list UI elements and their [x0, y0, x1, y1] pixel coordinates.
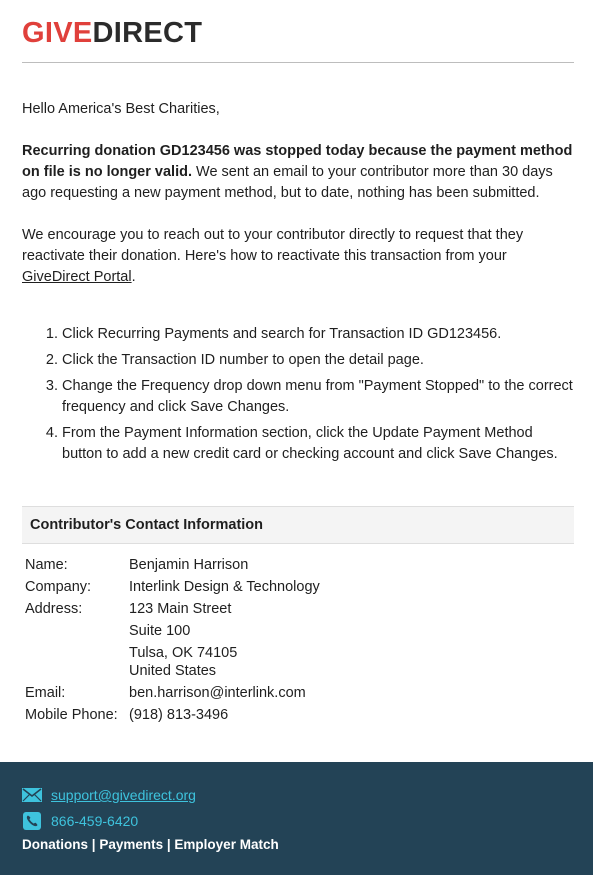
- step-item: 3. Change the Frequency drop down menu from "Payment Stopped" to the correct frequency and click Save Changes.: [62, 376, 574, 418]
- logo-give: GIVE: [22, 17, 93, 49]
- phone-icon: [22, 812, 42, 830]
- name-value: Benjamin Harrison: [129, 557, 249, 573]
- footer-link-employer-match[interactable]: Employer Match: [174, 837, 279, 852]
- address-country: United States: [129, 663, 217, 679]
- paragraph-stopped-bold: Recurring donation GD123456 was stopped today because the payment method on file is no longer valid.: [22, 143, 573, 180]
- address-label: Address:: [25, 601, 83, 617]
- paragraph-stopped: [22, 141, 574, 204]
- logo-direct: DIRECT: [92, 17, 203, 49]
- footer-links: [22, 837, 279, 852]
- paragraph-encourage-text: We encourage you to reach out to your contributor directly to request that they reactivate their donation. Here's how to reactivate this transaction from your: [22, 227, 524, 264]
- footer-separator: |: [166, 837, 171, 852]
- contact-row-phone: [22, 706, 323, 728]
- reactivation-steps: [22, 324, 574, 470]
- givedirect-portal-link[interactable]: GiveDirect Portal: [22, 269, 132, 285]
- address-value: [126, 600, 323, 684]
- message-body: [22, 99, 574, 309]
- footer-phone-row: [22, 812, 138, 830]
- contact-table: [22, 556, 323, 728]
- support-phone[interactable]: 866-459-6420: [51, 813, 139, 829]
- contact-heading: Contributor's Contact Information: [22, 506, 574, 544]
- step-item: 2. Click the Transaction ID number to open the detail page.: [62, 350, 574, 371]
- step-item: 4. From the Payment Information section, click the Update Payment Method button to add a new credit card or checking account and click Save Changes.: [62, 423, 574, 465]
- greeting: Hello America's Best Charities,: [22, 101, 220, 117]
- paragraph-encourage-end: .: [131, 269, 136, 285]
- support-email-link[interactable]: support@givedirect.org: [51, 787, 196, 803]
- phone-label: Mobile Phone:: [25, 707, 118, 723]
- company-value: Interlink Design & Technology: [129, 579, 320, 595]
- address-line-2: Suite 100: [129, 623, 191, 639]
- header-divider: [22, 62, 574, 63]
- contact-row-company: [22, 578, 323, 600]
- footer-link-donations[interactable]: Donations: [22, 837, 88, 852]
- contact-row-name: [22, 556, 323, 578]
- address-line-1: 123 Main Street: [129, 601, 232, 617]
- givedirect-logo: [22, 17, 202, 49]
- name-label: Name:: [25, 557, 68, 573]
- contact-row-address: [22, 600, 323, 684]
- address-city: Tulsa, OK 74105: [129, 645, 238, 661]
- envelope-icon: [22, 786, 42, 804]
- paragraph-encourage: [22, 225, 574, 288]
- footer-separator: |: [91, 837, 96, 852]
- step-item: 1. Click Recurring Payments and search for Transaction ID GD123456.: [62, 324, 574, 345]
- footer-link-payments[interactable]: Payments: [99, 837, 164, 852]
- email-label: Email:: [25, 685, 66, 701]
- paragraph-stopped-rest: We sent an email to your contributor more than 30 days ago requesting a new payment method, but to date, nothing has been submitted.: [22, 164, 553, 201]
- phone-value: (918) 813-3496: [129, 707, 229, 723]
- footer-email-row: [22, 786, 196, 804]
- contact-row-email: [22, 684, 323, 706]
- company-label: Company:: [25, 579, 92, 595]
- email-value: ben.harrison@interlink.com: [129, 685, 306, 701]
